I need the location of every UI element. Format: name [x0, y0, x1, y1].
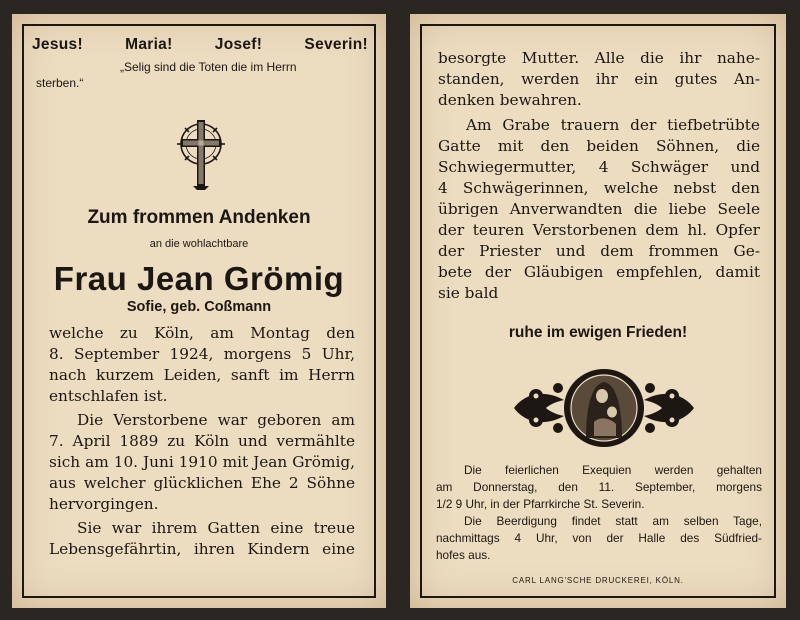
- text-line: Gatte mit den beiden Söhnen, die: [438, 137, 760, 155]
- honorific: an die wohlachtbare: [149, 238, 249, 250]
- text-line: aus welcher glücklichen Ehe 2 Söhne: [49, 474, 355, 492]
- text-line: sie bald: [438, 284, 499, 302]
- text-line: 8. September 1924, morgens 5 Uhr,: [49, 345, 355, 363]
- text-line: 7. April 1889 zu Köln und vermählte: [49, 432, 355, 450]
- text-line: nach kurzem Leiden, sanft im Herrn: [49, 366, 355, 384]
- verse-line-2: sterben.“: [36, 76, 84, 90]
- text-line: hervorgingen.: [49, 495, 159, 513]
- text-line: Lebensgefährtin, ihren Kindern eine: [49, 540, 355, 558]
- closing-phrase: ruhe im ewigen Frieden!: [508, 324, 688, 341]
- text-line: Schwiegermutter, 4 Schwäger und: [438, 158, 760, 176]
- deceased-name: Frau Jean Grömig: [53, 260, 345, 297]
- text-line: welche zu Köln, am Montag den: [49, 324, 355, 342]
- title: Zum frommen Andenken: [87, 207, 311, 228]
- text-line: übrigen Anverwandten die liebe Seele: [438, 200, 760, 218]
- text-line: Am Grabe trauern der tiefbetrübte: [466, 116, 760, 134]
- text-line: entschlafen ist.: [49, 387, 168, 405]
- service-line: nachmittags 4 Uhr, von der Halle des Südfried-: [436, 531, 762, 545]
- text-line: der teuren Verstorbenen dem hl. Opfer: [438, 221, 760, 239]
- text-line: besorgte Mutter. Alle die ihr nahe-: [438, 49, 760, 67]
- text-line: standen, werden ihr ein gutes An-: [438, 70, 760, 88]
- text-line: Sie war ihrem Gatten eine treue: [77, 519, 355, 537]
- text-line: sich am 10. Juni 1910 mit Jean Grömig,: [49, 453, 355, 471]
- text-line: 4 Schwägerinnen, welche nebst den: [438, 179, 760, 197]
- service-line: am Donnerstag, den 11. September, morgens: [436, 480, 762, 494]
- left-card-page: [12, 14, 386, 608]
- text-line: der Priester und dem frommen Ge-: [438, 242, 760, 260]
- maiden-name: Sofie, geb. Coßmann: [126, 299, 272, 315]
- text-line: bete der Gläubigen empfehlen, damit: [438, 263, 760, 281]
- cross-icon: [171, 114, 231, 192]
- right-card-page: [410, 14, 786, 608]
- madonna-ornament-icon: [506, 366, 702, 450]
- service-line: hofes aus.: [436, 548, 491, 562]
- service-line: 1/2 9 Uhr, in der Pfarrkirche St. Severin.: [436, 497, 645, 511]
- printer-imprint: CARL LANG'SCHE DRUCKEREI, KÖLN.: [512, 576, 684, 585]
- text-line: denken bewahren.: [438, 91, 582, 109]
- service-line: Die feierlichen Exequien werden gehalten: [464, 463, 762, 477]
- verse-line-1: „Selig sind die Toten die im Herrn: [120, 60, 297, 74]
- service-line: Die Beerdigung findet statt am selben Tage,: [464, 514, 762, 528]
- text-line: Die Verstorbene war geboren am: [77, 411, 355, 429]
- invocation: Jesus! Maria! Josef! Severin!: [32, 36, 368, 53]
